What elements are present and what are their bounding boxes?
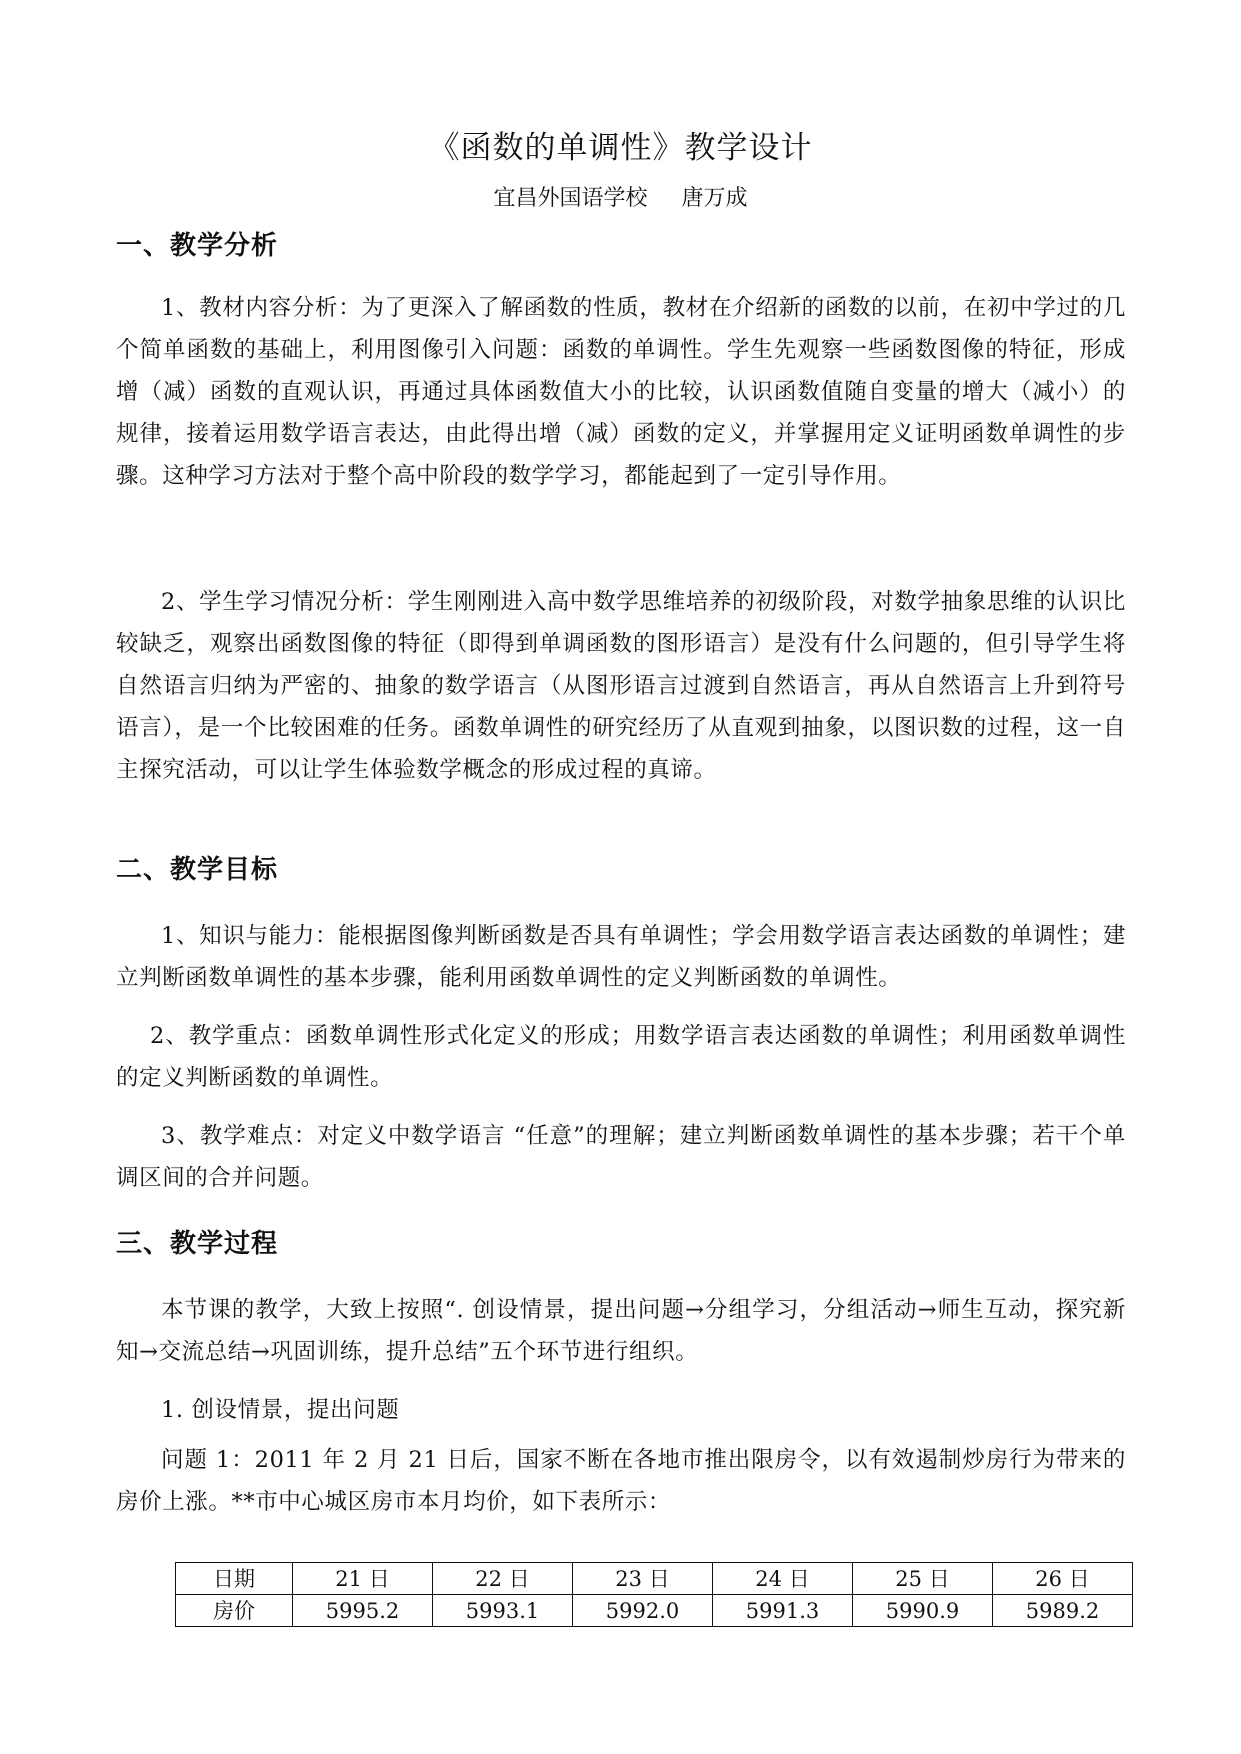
paragraph-student-analysis: 2、学生学习情况分析：学生刚刚进入高中数学思维培养的初级阶段，对数学抽象思维的认识比较缺乏，观察出函数图像的特征（即得到单调函数的图形语言）是没有什么问题的，但引导学生将自然语言归纳为严密的、抽象的数学语言（从图形语言过渡到自然语言，再从自然语言上升到符号语言），是一个比较困难的任务。函数单调性的研究经历了从直观到抽象，以图识数的过程，这一自主探究活动，可以让学生体验数学概念的形成过程的真谛。	[116, 589, 1126, 783]
price-cell: 5995.2	[293, 1595, 433, 1627]
price-cell: 5993.1	[433, 1595, 573, 1627]
row-label-date: 日期	[176, 1563, 293, 1595]
section-heading-goals: 二、教学目标	[116, 855, 279, 885]
date-cell: 22 日	[433, 1563, 573, 1595]
table-row-dates	[176, 1563, 1133, 1595]
date-cell: 21 日	[293, 1563, 433, 1595]
section-heading-analysis: 一、教学分析	[116, 231, 279, 261]
date-cell: 25 日	[853, 1563, 993, 1595]
date-cell: 24 日	[713, 1563, 853, 1595]
price-table	[175, 1562, 1133, 1627]
price-cell: 5990.9	[853, 1595, 993, 1627]
section-heading-process: 三、教学过程	[116, 1229, 279, 1259]
paragraph-textbook-analysis: 1、教材内容分析：为了更深入了解函数的性质，教材在介绍新的函数的以前，在初中学过的几个简单函数的基础上，利用图像引入问题：函数的单调性。学生先观察一些函数图像的特征，形成增（减）函数的直观认识，再通过具体函数值大小的比较，认识函数值随自变量的增大（减小）的规律，接着运用数学语言表达，由此得出增（减）函数的定义，并掌握用定义证明函数单调性的步骤。这种学习方法对于整个高中阶段的数学学习，都能起到了一定引导作用。	[116, 295, 1126, 489]
paragraph-knowledge-ability: 1、知识与能力：能根据图像判断函数是否具有单调性；学会用数学语言表达函数的单调性；建立判断函数单调性的基本步骤，能利用函数单调性的定义判断函数的单调性。	[116, 923, 1126, 991]
date-cell: 26 日	[993, 1563, 1133, 1595]
paragraph-process-overview: 本节课的教学，大致上按照“. 创设情景，提出问题→分组学习，分组活动→师生互动，探究新知→交流总结→巩固训练，提升总结”五个环节进行组织。	[116, 1297, 1126, 1365]
paragraph-difficulties: 3、教学难点：对定义中数学语言 “任意”的理解；建立判断函数单调性的基本步骤；若干个单调区间的合并问题。	[116, 1123, 1126, 1191]
table-row-prices	[176, 1595, 1133, 1627]
date-cell: 23 日	[573, 1563, 713, 1595]
price-cell: 5991.3	[713, 1595, 853, 1627]
price-cell: 5989.2	[993, 1595, 1133, 1627]
author-line	[0, 184, 1241, 214]
row-label-price: 房价	[176, 1595, 293, 1627]
paragraph-key-points: 2、教学重点：函数单调性形式化定义的形成；用数学语言表达函数的单调性；利用函数单调性的定义判断函数的单调性。	[116, 1023, 1126, 1091]
school-name: 宜昌外国语学校	[493, 186, 648, 211]
price-cell: 5992.0	[573, 1595, 713, 1627]
paragraph-problem-1: 问题 1：2011 年 2 月 21 日后，国家不断在各地市推出限房令，以有效遏制炒房行为带来的房价上涨。**市中心城区房市本月均价，如下表所示：	[116, 1447, 1126, 1515]
subheading-scenario: 1. 创设情景，提出问题	[161, 1397, 400, 1423]
author-name: 唐万成	[681, 186, 748, 211]
document-title: 《函数的单调性》教学设计	[428, 130, 813, 166]
